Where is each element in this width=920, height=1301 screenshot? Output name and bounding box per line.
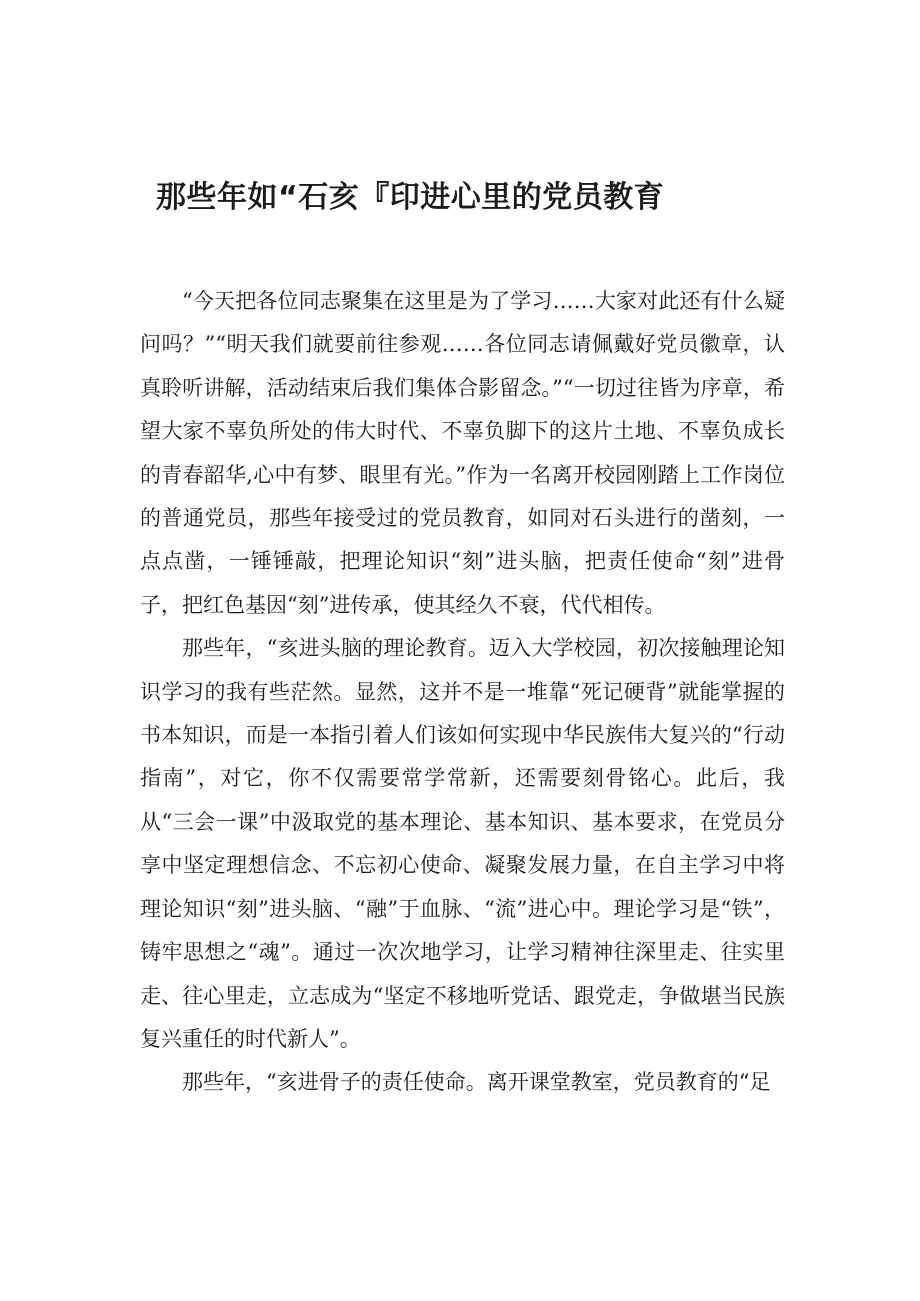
document-body	[140, 280, 785, 1105]
document-title: 那些年如“石亥『印进心里的党员教育	[156, 180, 665, 215]
paragraph-1: “今天把各位同志聚集在这里是为了学习……大家对此还有什么疑问吗？”“明天我们就要前往参观……各位同志请佩戴好党员徽章，认真聆听讲解，活动结束后我们集体合影留念。”“一切过往皆为序章，希望大家不辜负所处的伟大时代、不辜负脚下的这片土地、不辜负成长的青春韶华,心中有梦、眼里有光。”作为一名离开校园刚踏上工作岗位的普通党员，那些年接受过的党员教育，如同对石头进行的凿刻，一点点凿，一锤锤敲，把理论知识“刻”进头脑，把责任使命“刻”进骨子，把红色基因“刻”进传承，使其经久不衰，代代相传。	[140, 289, 785, 617]
paragraph-2: 那些年，“亥进头脑的理论教育。迈入大学校园，初次接触理论知识学习的我有些茫然。显然，这并不是一堆靠“死记硬背”就能掌握的书本知识，而是一本指引着人们该如何实现中华民族伟大复兴的“行动指南”，对它，你不仅需要常学常新，还需要刻骨铭心。此后，我从“三会一课”中汲取党的基本理论、基本知识、基本要求，在党员分享中坚定理想信念、不忘初心使命、凝聚发展力量，在自主学习中将理论知识“刻”进头脑、“融”于血脉、“流”进心中。理论学习是“铁”，铸牢思想之“魂”。通过一次次地学习，让学习精神往深里走、往实里走、往心里走，立志成为“坚定不移地听党话、跟党走，争做堪当民族复兴重任的时代新人”。	[140, 636, 785, 1051]
paragraph-3: 那些年，“亥进骨子的责任使命。离开课堂教室，党员教育的“足	[182, 1070, 771, 1095]
